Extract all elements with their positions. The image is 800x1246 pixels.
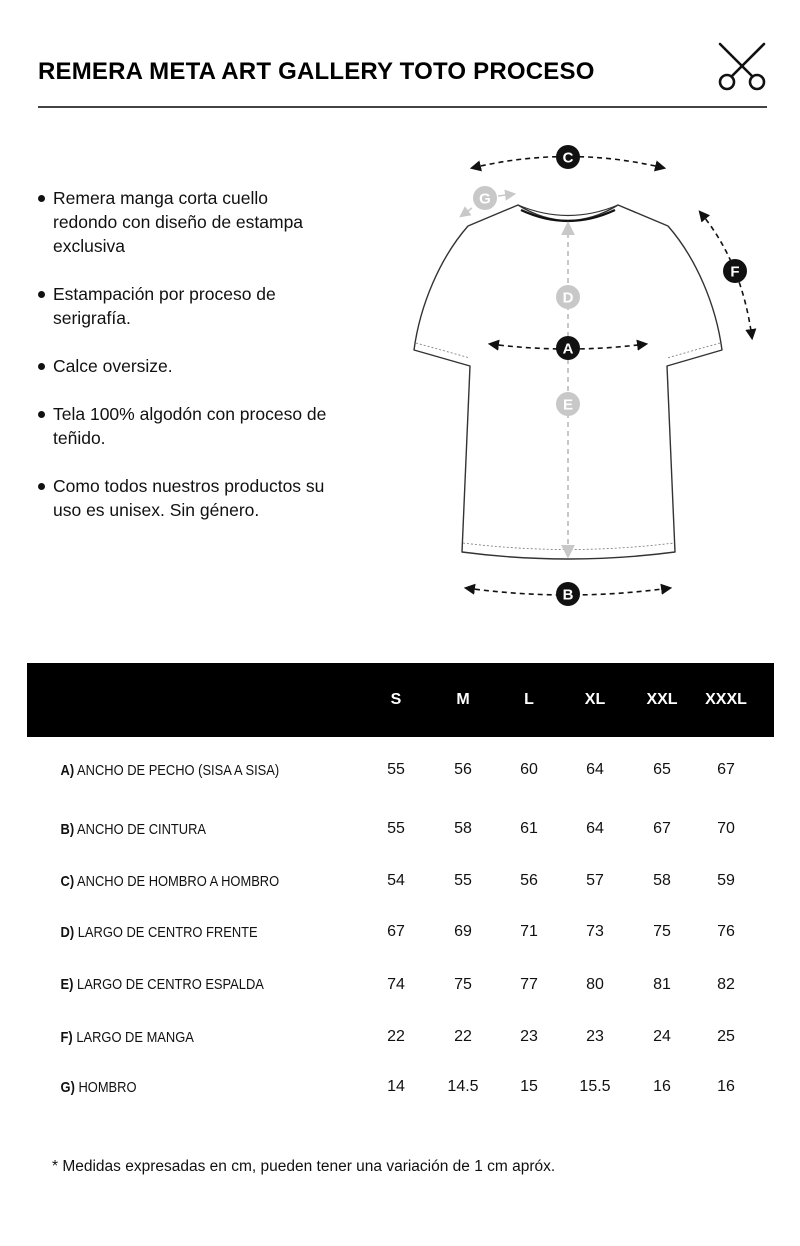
header-spacer	[757, 663, 774, 737]
row-name: LARGO DE CENTRO FRENTE	[77, 923, 258, 941]
marker-c	[556, 145, 580, 169]
table-row	[27, 1062, 774, 1112]
column-header: S	[363, 663, 429, 737]
shoulder-seam-arrow	[461, 208, 472, 216]
table-cell: 24	[653, 1028, 671, 1045]
feature-list	[36, 186, 336, 546]
row-label	[27, 803, 316, 855]
table-cell: 75	[653, 923, 671, 940]
svg-text:D: D	[562, 289, 574, 307]
table-cell: 14	[387, 1078, 405, 1095]
table-header-row	[27, 663, 774, 737]
header-label-cell	[27, 663, 363, 737]
table-cell: 23	[520, 1028, 538, 1045]
table-cell: 56	[520, 872, 538, 889]
table-cell: 55	[387, 820, 405, 837]
row-code: B)	[60, 820, 75, 838]
table-cell: 81	[653, 975, 671, 993]
table-cell: 74	[387, 975, 405, 993]
column-header: M	[429, 663, 497, 737]
feature-item: Calce oversize.	[36, 354, 336, 378]
svg-text:B: B	[562, 586, 574, 604]
table-row	[27, 803, 774, 855]
table-cell: 56	[454, 761, 472, 778]
table-row	[27, 1012, 774, 1062]
svg-text:A: A	[562, 340, 574, 358]
table-cell: 55	[454, 872, 472, 889]
table-cell: 64	[586, 761, 604, 778]
table-cell: 73	[586, 923, 604, 940]
marker-g	[473, 186, 497, 210]
row-label	[27, 957, 316, 1012]
feature-item: Tela 100% algodón con proceso de teñido.	[36, 402, 336, 450]
table-cell: 22	[387, 1028, 405, 1045]
table-cell: 76	[717, 923, 735, 940]
feature-item: Como todos nuestros productos su uso es unisex. Sin género.	[36, 474, 336, 522]
table-cell: 15.5	[579, 1078, 611, 1095]
table-cell: 77	[520, 975, 538, 993]
row-code: C)	[60, 872, 75, 890]
column-header: L	[497, 663, 561, 737]
svg-text:C: C	[562, 149, 574, 167]
table-cell: 60	[520, 761, 538, 778]
marker-e	[556, 392, 580, 416]
table-cell: 75	[454, 975, 472, 993]
svg-text:G: G	[479, 190, 491, 208]
scissors-icon	[716, 40, 768, 92]
row-code: F)	[60, 1028, 73, 1046]
table-cell: 22	[454, 1028, 472, 1045]
page-title: REMERA META ART GALLERY TOTO PROCESO	[38, 58, 595, 85]
table-cell: 61	[520, 820, 538, 837]
column-header: XXXL	[695, 663, 757, 737]
table-cell: 55	[387, 761, 405, 778]
table-cell: 59	[717, 872, 735, 889]
size-table	[27, 663, 774, 1112]
feature-item: Estampación por proceso de serigrafía.	[36, 282, 336, 330]
feature-item: Remera manga corta cuello redondo con diseño de estampa exclusiva	[36, 186, 336, 258]
marker-d	[556, 285, 580, 309]
svg-text:F: F	[730, 263, 740, 281]
marker-b	[556, 582, 580, 606]
row-code: G)	[60, 1078, 75, 1096]
table-row	[27, 855, 774, 907]
column-header: XXL	[629, 663, 695, 737]
row-name: LARGO DE CENTRO ESPALDA	[77, 976, 264, 993]
table-cell: 14.5	[447, 1078, 479, 1095]
marker-f	[723, 259, 747, 283]
row-label	[27, 855, 316, 907]
tshirt-measurement-diagram	[400, 130, 780, 610]
row-name: ANCHO DE PECHO (SISA A SISA)	[77, 761, 280, 779]
table-cell: 71	[520, 923, 538, 940]
table-cell: 16	[653, 1078, 671, 1095]
svg-text:E: E	[562, 396, 574, 414]
table-cell: 58	[653, 872, 671, 889]
row-name: LARGO DE MANGA	[76, 1028, 194, 1046]
row-name: ANCHO DE HOMBRO A HOMBRO	[77, 872, 280, 890]
table-cell: 64	[586, 820, 604, 837]
marker-a	[556, 336, 580, 360]
table-row	[27, 737, 774, 803]
table-cell: 67	[717, 761, 735, 778]
row-code: D)	[60, 923, 75, 941]
row-label	[27, 907, 316, 957]
table-row	[27, 907, 774, 957]
table-cell: 15	[520, 1078, 538, 1095]
table-cell: 67	[387, 923, 405, 940]
row-name: HOMBRO	[78, 1078, 137, 1096]
table-cell: 58	[454, 820, 472, 837]
table-cell: 80	[586, 975, 604, 993]
table-row	[27, 957, 774, 1012]
row-label	[27, 1062, 316, 1112]
row-label	[27, 737, 316, 803]
table-cell: 82	[717, 975, 735, 993]
table-cell: 25	[717, 1028, 735, 1045]
footnote: * Medidas expresadas en cm, pueden tener una variación de 1 cm apróx.	[52, 1158, 556, 1175]
table-cell: 65	[653, 761, 671, 778]
row-code: E)	[60, 976, 74, 993]
row-code: A)	[60, 761, 75, 779]
table-cell: 69	[454, 923, 472, 940]
table-cell: 57	[586, 872, 604, 889]
row-name: ANCHO DE CINTURA	[77, 820, 207, 838]
table-cell: 16	[717, 1078, 735, 1095]
row-label	[27, 1012, 316, 1062]
title-divider	[38, 106, 767, 108]
table-cell: 67	[653, 820, 671, 837]
table-cell: 54	[387, 872, 405, 889]
table-cell: 70	[717, 820, 735, 837]
table-cell: 23	[586, 1028, 604, 1045]
column-header: XL	[561, 663, 629, 737]
